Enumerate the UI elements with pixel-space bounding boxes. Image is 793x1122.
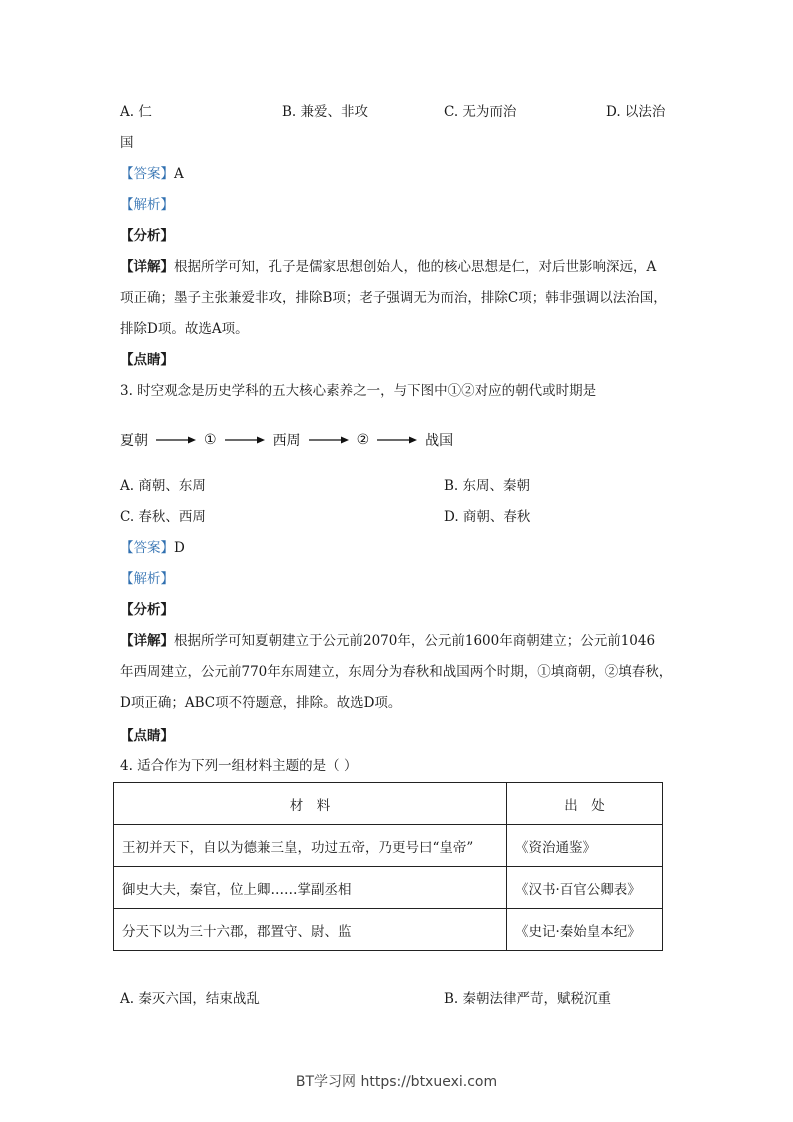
q2-option-d: D. 以法治: [606, 104, 666, 120]
table-cell-source: 《史记·秦始皇本纪》: [507, 909, 663, 951]
arrow-right-icon: [156, 435, 196, 445]
timeline-node-zhanguo: 战国: [425, 433, 454, 449]
table-cell-material: 王初并天下，自以为德兼三皇，功过五帝，乃更号曰“皇帝”: [114, 825, 507, 867]
q2-dianjing-label: 【点睛】: [120, 352, 174, 368]
q4-option-b: B. 秦朝法律严苛，赋税沉重: [444, 991, 612, 1007]
q2-detail-label: 【详解】: [120, 259, 174, 275]
q2-fenxi-label: 【分析】: [120, 228, 174, 244]
q4-material-table: [113, 782, 663, 951]
table-header-source: 出 处: [507, 783, 663, 825]
q4-option-a: A. 秦灭六国，结束战乱: [120, 991, 260, 1007]
q3-detail-label: 【详解】: [120, 633, 174, 649]
q2-option-c: C. 无为而治: [444, 104, 517, 120]
q2-detail-line-3: 排除D项。故选A项。: [120, 321, 249, 337]
timeline-node-blank-1: ①: [204, 432, 217, 448]
q2-answer-value: A: [174, 166, 184, 182]
q2-option-a: A. 仁: [120, 104, 152, 120]
q3-option-b: B. 东周、秦朝: [444, 478, 531, 494]
q3-option-a: A. 商朝、东周: [120, 478, 206, 494]
q3-answer-value: D: [174, 540, 185, 556]
q3-analysis-label: 【解析】: [120, 571, 174, 587]
q2-option-d-wrap: 国: [120, 135, 134, 151]
q3-question: 3. 时空观念是历史学科的五大核心素养之一，与下图中①②对应的朝代或时期是: [120, 383, 597, 399]
q3-option-d: D. 商朝、春秋: [444, 509, 531, 525]
table-cell-material: 御史大夫，秦官，位上卿……掌副丞相: [114, 867, 507, 909]
q2-option-b: B. 兼爱、非攻: [282, 104, 369, 120]
page-footer-watermark: BT学习网 https://btxuexi.com: [295, 1074, 498, 1090]
q3-detail-line-3: D项正确；ABC项不符题意，排除。故选D项。: [120, 695, 402, 711]
table-header-row: [114, 783, 663, 825]
table-row: [114, 909, 663, 951]
q3-detail-line-1: 【详解】根据所学可知夏朝建立于公元前2070年，公元前1600年商朝建立；公元前1046: [120, 633, 656, 649]
table-cell-source: 《汉书·百官公卿表》: [507, 867, 663, 909]
q3-timeline: [120, 428, 453, 452]
arrow-right-icon: [309, 435, 349, 445]
q2-detail-line-1: 【详解】根据所学可知，孔子是儒家思想创始人，他的核心思想是仁，对后世影响深远，A: [120, 259, 657, 275]
q2-answer-label: 【答案】: [120, 166, 174, 182]
table-cell-source: 《资治通鉴》: [507, 825, 663, 867]
table-header-material: 材 料: [114, 783, 507, 825]
q3-detail-line-2: 年西周建立，公元前770年东周建立，东周分为春秋和战国两个时期，①填商朝，②填春秋，: [120, 664, 673, 680]
q3-option-c: C. 春秋、西周: [120, 509, 206, 525]
arrow-right-icon: [377, 435, 417, 445]
q2-detail-line-2: 项正确；墨子主张兼爱非攻，排除B项；老子强调无为而治，排除C项；韩非强调以法治国，: [120, 290, 667, 306]
timeline-node-xia: 夏朝: [120, 433, 148, 449]
arrow-right-icon: [225, 435, 265, 445]
table-cell-material: 分天下以为三十六郡，郡置守、尉、监: [114, 909, 507, 951]
q2-analysis-label: 【解析】: [120, 197, 174, 213]
q4-question: 4. 适合作为下列一组材料主题的是（ ）: [120, 758, 358, 774]
q3-dianjing-label: 【点睛】: [120, 728, 174, 744]
table-row: [114, 825, 663, 867]
q2-answer: [120, 164, 184, 184]
timeline-node-blank-2: ②: [356, 432, 370, 448]
q3-answer: [120, 538, 185, 558]
table-row: [114, 867, 663, 909]
timeline-node-xizhou: 西周: [272, 433, 301, 449]
q3-answer-label: 【答案】: [120, 540, 174, 556]
q3-fenxi-label: 【分析】: [120, 602, 174, 618]
